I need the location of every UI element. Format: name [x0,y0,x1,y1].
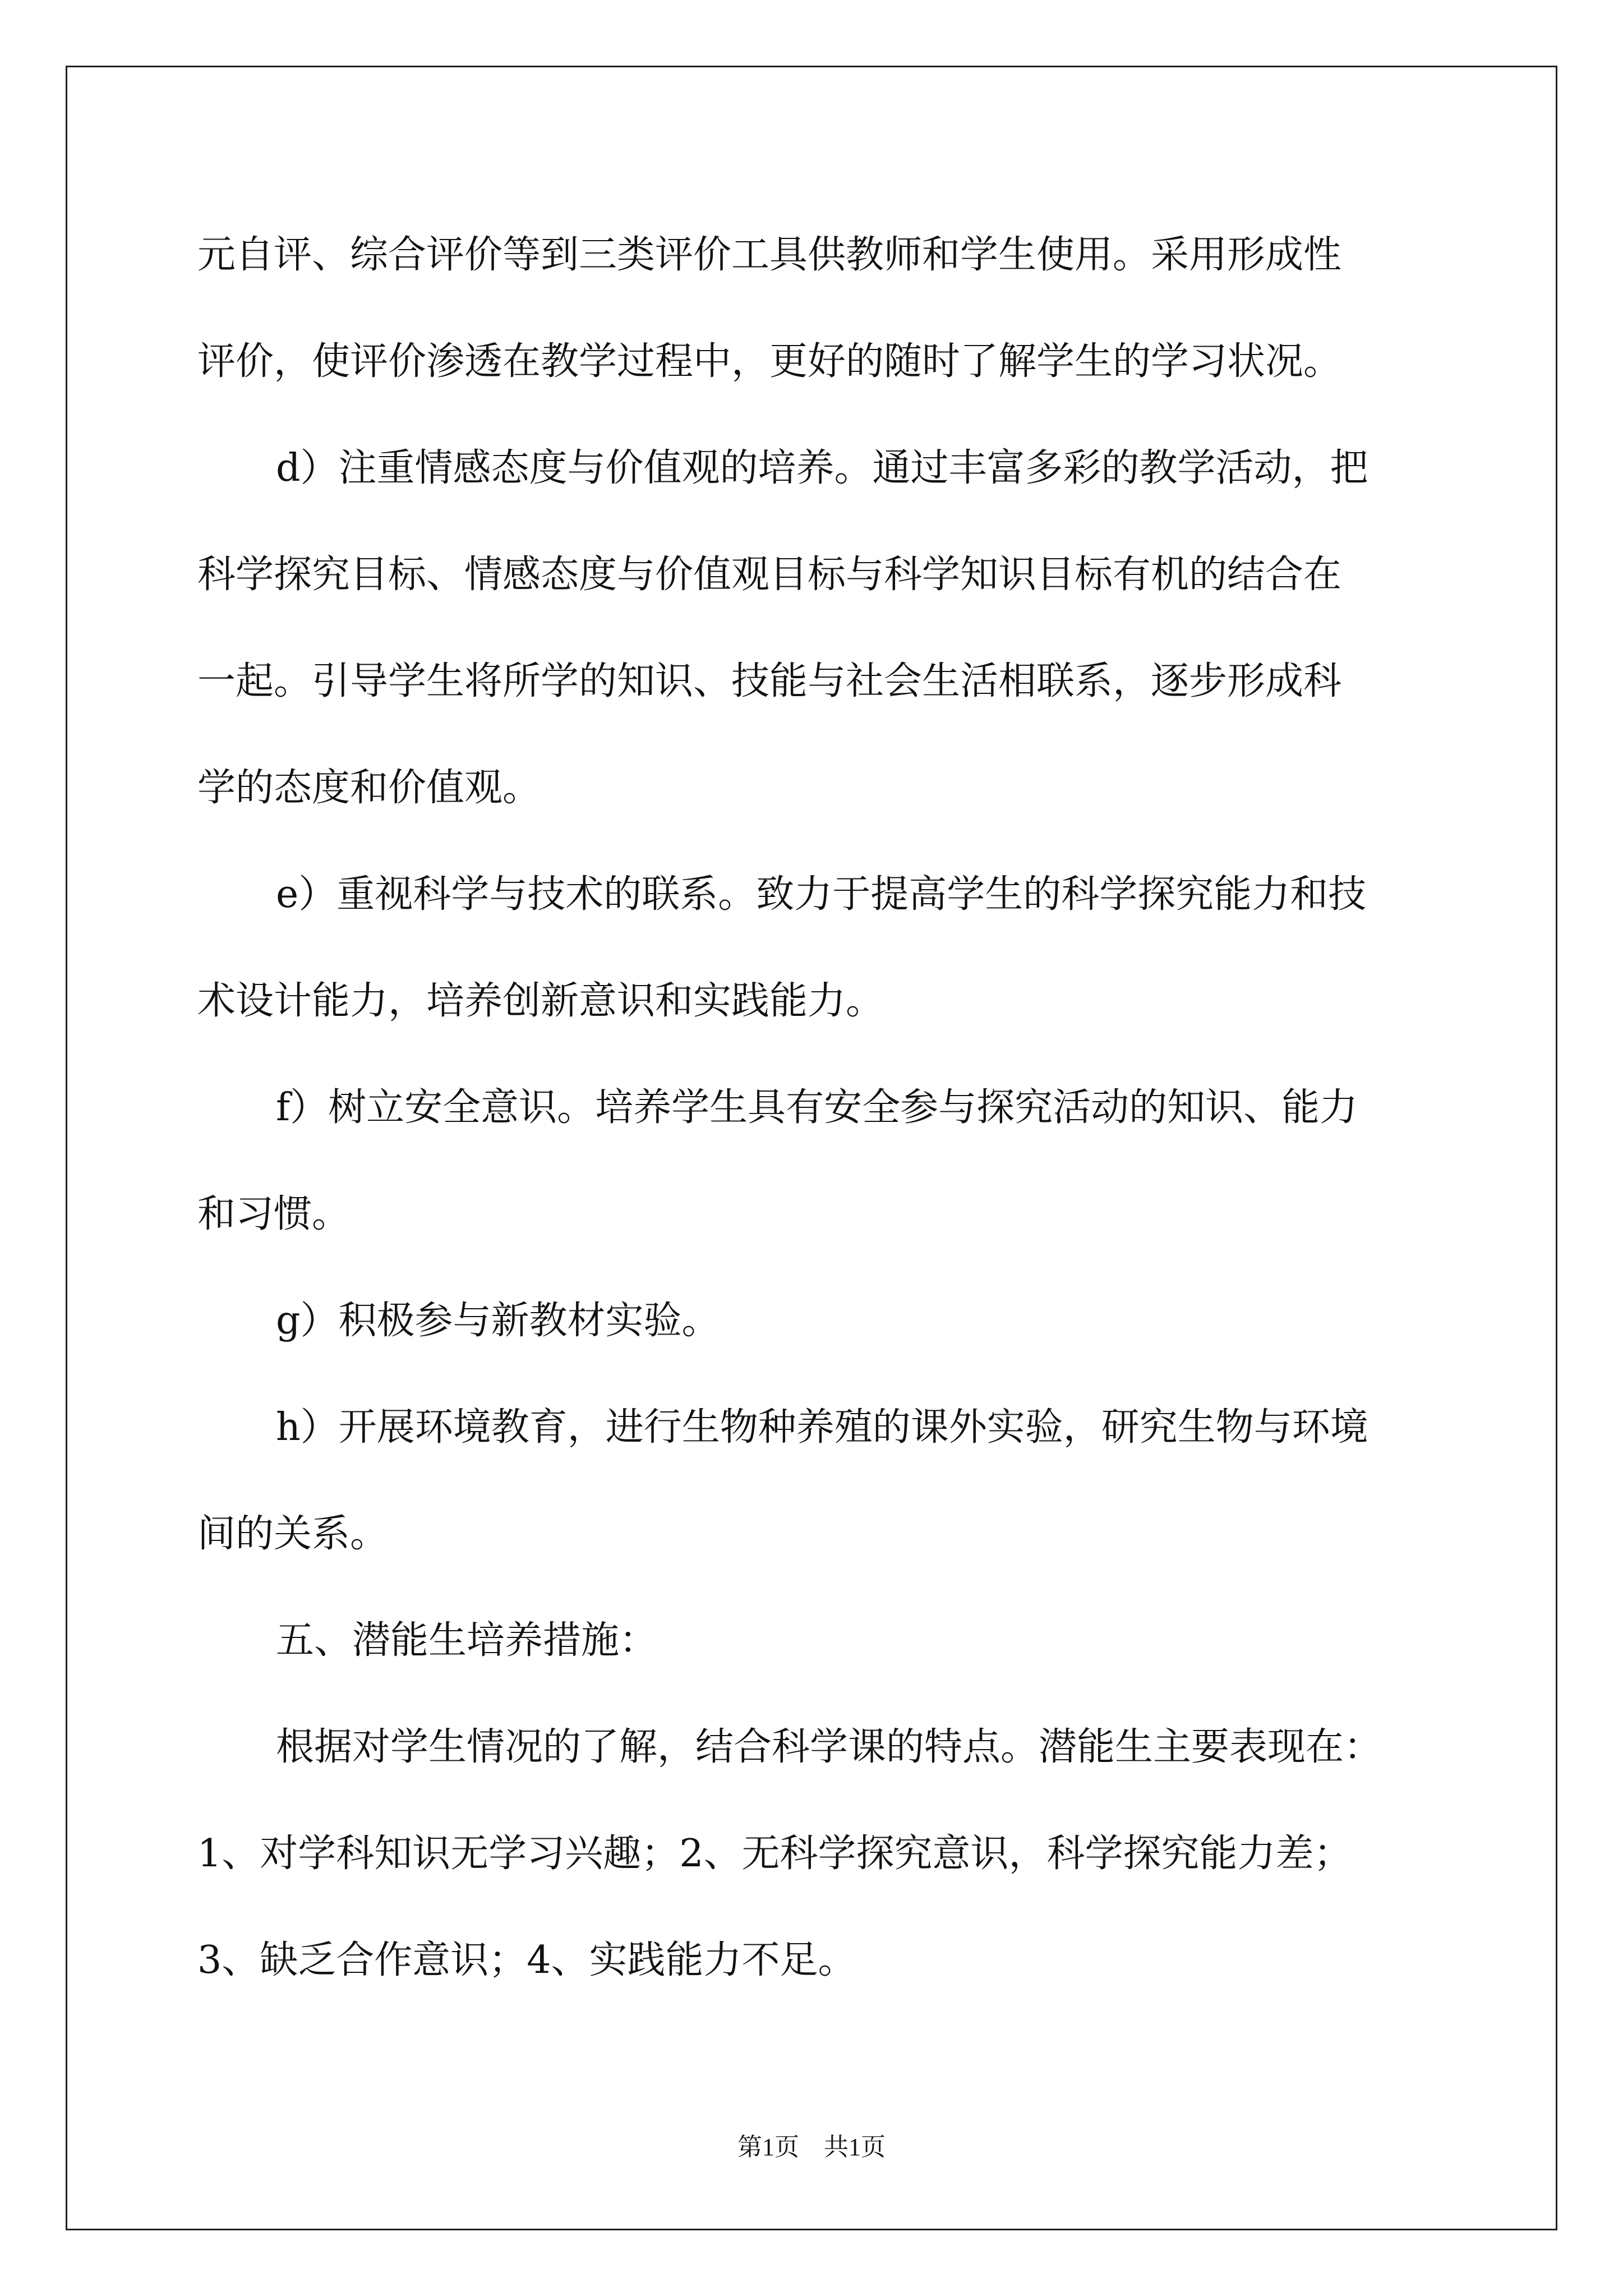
text-line-6: 学的态度和价值观。 [197,766,541,810]
text-line-3: d）注重情感态度与价值观的培养。通过丰富多彩的教学活动，把 [276,446,1368,490]
text-line-9: f）树立安全意识。培养学生具有安全参与探究活动的知识、能力 [276,1085,1358,1130]
text-line-2: 评价，使评价渗透在教学过程中，更好的随时了解学生的学习状况。 [197,339,1342,384]
document-body [197,202,1436,2014]
text-line-11: g）积极参与新教材实验。 [276,1299,720,1343]
text-line-1: 元自评、综合评价等到三类评价工具供教师和学生使用。采用形成性 [197,233,1342,277]
text-line-4: 科学探究目标、情感态度与价值观目标与科学知识目标有机的结合在 [197,553,1342,597]
text-line-5: 一起。引导学生将所学的知识、技能与社会生活相联系，逐步形成科 [197,659,1342,703]
page-number-footer: 第1页 共1页 [737,2133,886,2161]
text-line-15: 根据对学生情况的了解，结合科学课的特点。潜能生主要表现在： [276,1725,1382,1769]
text-line-7: e）重视科学与技术的联系。致力于提高学生的科学探究能力和技 [276,872,1367,917]
text-line-10: 和习惯。 [197,1192,351,1236]
section-heading: 五、潜能生培养措施： [276,1618,658,1663]
text-line-13: 间的关系。 [197,1512,389,1556]
text-line-16: 1、对学科知识无学习兴趣；2、无科学探究意识，科学探究能力差； [197,1832,1352,1876]
text-line-8: 术设计能力，培养创新意识和实践能力。 [197,979,884,1023]
text-line-12: h）开展环境教育，进行生物种养殖的课外实验，研究生物与环境 [276,1405,1368,1450]
text-line-17: 3、缺乏合作意识；4、实践能力不足。 [197,1938,856,1982]
